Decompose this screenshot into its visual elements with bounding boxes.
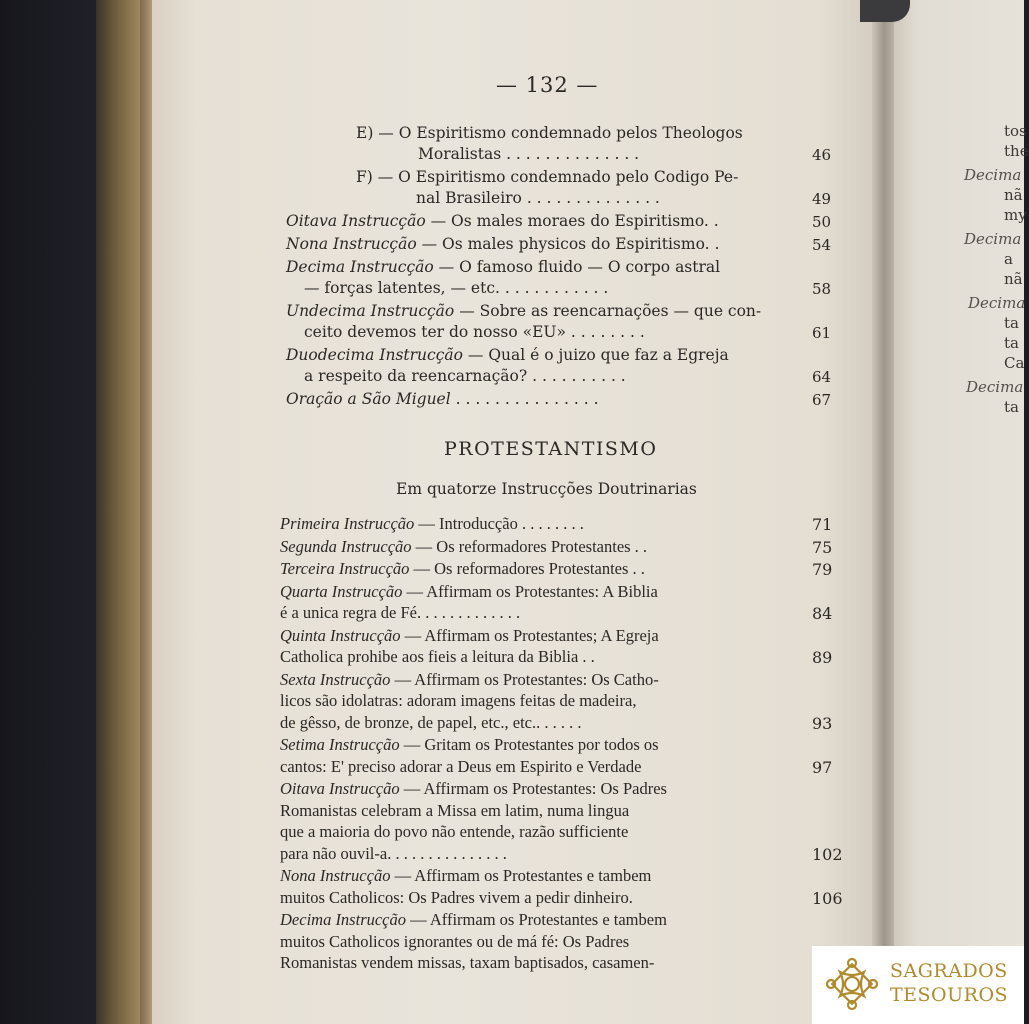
- toc-line: [416, 189, 660, 207]
- toc-page-number: 67: [812, 391, 832, 409]
- toc-entry-text: Oitava Instrucção: [286, 212, 426, 230]
- toc-entry-text: Nona Instrucção: [280, 866, 391, 885]
- toc-entry-text: licos são idolatras: adoram imagens feitas de madeira,: [280, 691, 637, 710]
- toc-entry-text: Moralistas . . . . . . . . . . . . . .: [418, 145, 640, 163]
- toc-entry-title: . . . . . . . . . . . . . . .: [450, 390, 599, 408]
- toc-entry-text: F) — O Espiritismo condemnado pelo Codigo Pe-: [356, 168, 739, 186]
- toc-entry-text: nal Brasileiro . . . . . . . . . . . . . .: [416, 189, 660, 207]
- ornament-icon: [824, 956, 880, 1012]
- toc-line: [304, 367, 626, 385]
- toc-page-number: 106: [812, 888, 843, 908]
- toc-entry-text: Setima Instrucção: [280, 735, 400, 754]
- toc-entry-text: Quarta Instrucção: [280, 581, 403, 601]
- toc-line: [280, 559, 645, 579]
- page-number: — 132 —: [496, 73, 599, 97]
- watermark-line2: TESOUROS: [890, 984, 1009, 1006]
- toc-page-number: 61: [812, 324, 832, 342]
- toc-entry-title: — Os reformadores Protestantes . .: [409, 559, 645, 578]
- toc-line: [280, 757, 641, 777]
- toc-page-number: 64: [812, 368, 832, 386]
- toc-entry-title: — Affirmam os Protestantes e tambem: [390, 866, 652, 885]
- toc-entry-text: Decima Instrucção: [286, 258, 434, 276]
- right-page-fragment: Decima: [964, 166, 1022, 184]
- toc-entry-text: Primeira Instrucção: [280, 514, 415, 533]
- toc-page-number: 93: [812, 713, 833, 733]
- toc-entry-text: ceito devemos ter do nosso «EU» . . . . . . . .: [304, 323, 645, 341]
- toc-line: [304, 279, 608, 297]
- toc-page-number: 49: [812, 190, 832, 208]
- toc-page-number: 89: [812, 648, 833, 667]
- right-page-fragment: ta: [1004, 398, 1019, 416]
- toc-entry-text: Undecima Instrucção: [286, 302, 455, 320]
- toc-entry-title: — Affirmam os Protestantes: Os Padres: [399, 779, 667, 798]
- toc-entry-text: E) — O Espiritismo condemnado pelos Theologos: [356, 124, 743, 142]
- toc-line: [280, 735, 659, 755]
- toc-entry-text: de gêsso, de bronze, de papel, etc., etc.. . . . . .: [280, 712, 582, 732]
- toc-page-number: 102: [812, 844, 843, 864]
- toc-entry-title: — Os males physicos do Espiritismo. .: [416, 235, 720, 253]
- toc-entry-text: Oração a São Miguel: [286, 390, 451, 408]
- section-subtitle: Em quatorze Instrucções Doutrinarias: [396, 480, 697, 498]
- toc-page-number: 54: [812, 236, 832, 254]
- toc-line: [286, 390, 599, 408]
- toc-line: [356, 124, 743, 142]
- toc-line: [280, 537, 647, 557]
- section-title: PROTESTANTISMO: [444, 438, 658, 460]
- toc-entry-text: para não ouvil-a. . . . . . . . . . . . . . .: [280, 843, 507, 863]
- toc-line: [286, 302, 761, 320]
- toc-page-number: 50: [812, 213, 832, 231]
- toc-entry-title: — Affirmam os Protestantes; A Egreja: [400, 625, 659, 645]
- toc-entry-text: é a unica regra de Fé. . . . . . . . . . . . .: [280, 603, 521, 622]
- right-page-fragment: nã: [1004, 270, 1023, 288]
- toc-line: [280, 691, 636, 711]
- right-page-fragment: Decima: [966, 378, 1024, 396]
- right-page-fragment: ta: [1004, 314, 1019, 332]
- toc-line: [280, 844, 507, 864]
- toc-entry-title: — Qual é o juizo que faz a Egreja: [462, 346, 729, 364]
- toc-line: [280, 713, 581, 733]
- watermark-line1: SAGRADOS: [890, 960, 1008, 982]
- toc-entry-text: Decima Instrucção: [280, 910, 407, 929]
- toc-line: [280, 866, 651, 886]
- toc-line: [280, 822, 628, 842]
- toc-entry-text: Quinta Instrucção: [280, 625, 401, 645]
- toc-entry-title: — Affirmam os Protestantes: A Biblia: [402, 581, 658, 601]
- right-page-fragment: nã: [1004, 186, 1023, 204]
- toc-entry-title: — Gritam os Protestantes por todos os: [399, 735, 659, 754]
- toc-line: [280, 514, 584, 534]
- right-page-fragment: Decima: [968, 294, 1026, 312]
- right-page-fragment: my: [1004, 206, 1027, 224]
- toc-line: [280, 603, 520, 623]
- toc-entry-title: — Os reformadores Protestantes . .: [411, 536, 648, 556]
- toc-entry-text: Romanistas vendem missas, taxam baptisados, casamen-: [280, 953, 655, 972]
- toc-entry-text: Terceira Instrucção: [280, 559, 410, 578]
- toc-line: [418, 145, 639, 163]
- right-page-fragment: Ca: [1004, 354, 1025, 372]
- toc-entry-text: — forças latentes, — etc. . . . . . . . . . . .: [304, 279, 609, 297]
- right-page-fragment: Decima: [964, 230, 1022, 248]
- toc-line: [286, 346, 729, 364]
- toc-page-number: 84: [812, 604, 833, 623]
- toc-line: [280, 932, 629, 952]
- right-page-fragment: ta: [1004, 334, 1019, 352]
- toc-entry-text: a respeito da reencarnação? . . . . . . . . . .: [304, 367, 626, 385]
- toc-line: [280, 801, 629, 821]
- toc-entry-text: Sexta Instrucção: [280, 669, 391, 689]
- toc-line: [286, 258, 720, 276]
- toc-line: [280, 953, 654, 973]
- toc-line: [304, 323, 645, 341]
- toc-entry-text: Romanistas celebram a Missa em latim, numa lingua: [280, 800, 630, 820]
- page-gutter: [872, 0, 894, 1024]
- toc-page-number: 58: [812, 280, 832, 298]
- toc-line: [280, 647, 595, 667]
- toc-entry-title: — Sobre as reencarnações — que con-: [454, 302, 762, 320]
- toc-line: [280, 888, 633, 908]
- toc-line: [356, 168, 738, 186]
- toc-entry-title: — Affirmam os Protestantes: Os Catho-: [390, 669, 659, 689]
- toc-entry-text: Duodecima Instrucção: [286, 346, 463, 364]
- toc-line: [286, 235, 719, 253]
- toc-line: [280, 779, 667, 799]
- toc-line: [280, 626, 659, 646]
- toc-entry-text: Catholica prohibe aos fieis a leitura da Biblia . .: [280, 647, 595, 666]
- toc-entry-text: muitos Catholicos: Os Padres vivem a pedir dinheiro.: [280, 887, 633, 907]
- toc-entry-text: Oitava Instrucção: [280, 779, 400, 798]
- toc-entry-text: Nona Instrucção: [286, 235, 417, 253]
- toc-page-number: 46: [812, 146, 832, 164]
- toc-page-number: 71: [812, 515, 833, 534]
- toc-line: [280, 910, 667, 930]
- toc-line: [280, 582, 658, 602]
- toc-entry-title: — O famoso fluido — O corpo astral: [433, 258, 721, 276]
- toc-entry-title: — Affirmam os Protestantes e tambem: [406, 910, 667, 929]
- toc-entry-title: — Introducção . . . . . . . .: [414, 514, 584, 533]
- toc-line: [286, 212, 719, 230]
- right-page-fragment: tos: [1004, 122, 1027, 140]
- toc-entry-text: cantos: E' preciso adorar a Deus em Espirito e Verdade: [280, 756, 642, 776]
- toc-page-number: 75: [812, 537, 833, 557]
- toc-line: [280, 670, 659, 690]
- toc-entry-text: que a maioria do povo não entende, razão sufficiente: [280, 822, 629, 841]
- toc-entry-text: muitos Catholicos ignorantes ou de má fé: Os Padres: [280, 931, 630, 951]
- toc-page-number: 79: [812, 560, 833, 579]
- right-page-fragment: the: [1004, 142, 1029, 160]
- right-page-fragment: a: [1004, 250, 1013, 268]
- toc-entry-text: Segunda Instrucção: [280, 536, 412, 556]
- toc-page-number: 97: [812, 757, 833, 777]
- toc-entry-title: — Os males moraes do Espiritismo. .: [425, 212, 719, 230]
- watermark-logo: [812, 946, 1024, 1024]
